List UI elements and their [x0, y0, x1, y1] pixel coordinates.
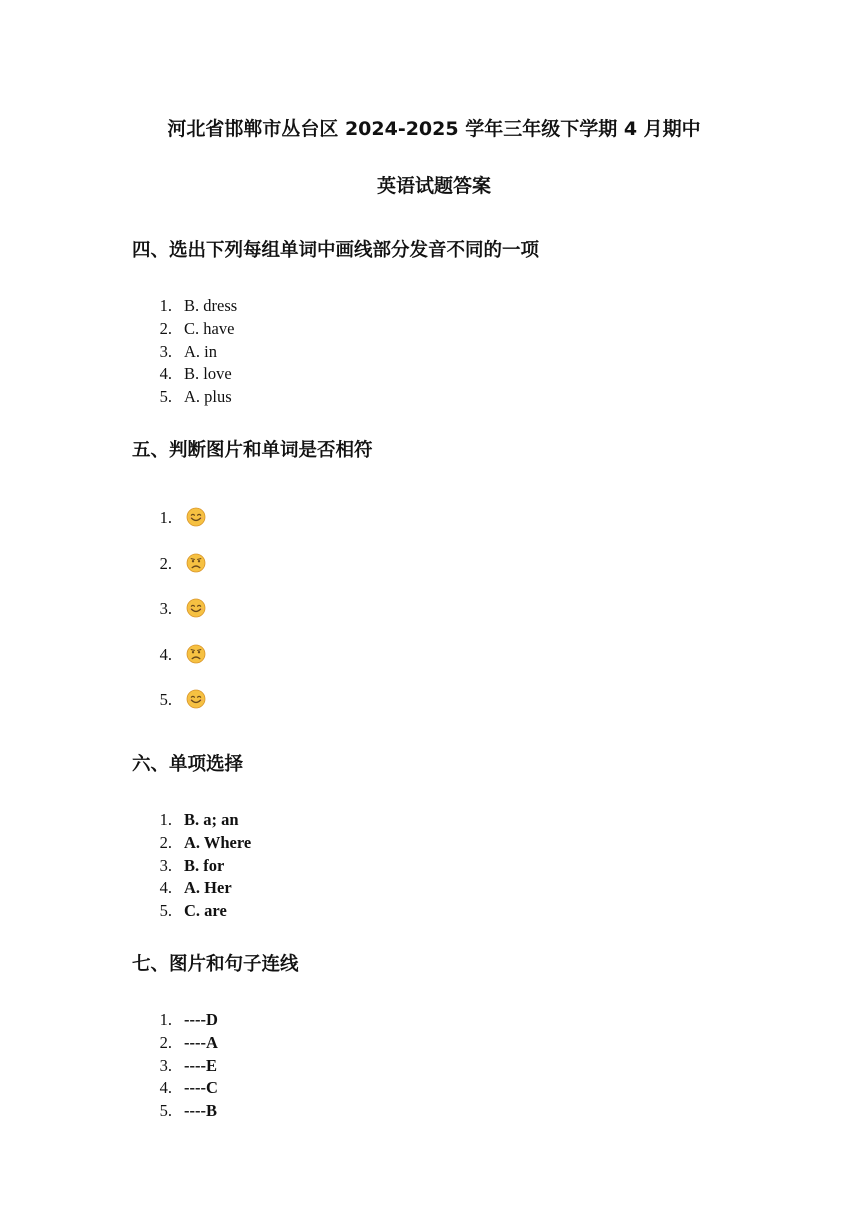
- item-number: 4.: [159, 644, 172, 664]
- answer-text: ----C: [184, 1078, 218, 1098]
- item-number: 5.: [159, 387, 172, 407]
- item-number: 4.: [159, 1078, 172, 1098]
- sad-face-icon: [186, 553, 206, 579]
- answer-text: ----B: [184, 1101, 217, 1121]
- item-number: 4.: [159, 878, 172, 898]
- answer-text: A. in: [184, 341, 217, 361]
- answer-text: ----E: [184, 1055, 217, 1075]
- smiley-face-icon: [186, 507, 206, 533]
- sad-face-icon: [186, 644, 206, 670]
- item-number: 5.: [159, 901, 172, 921]
- item-number: 4.: [159, 364, 172, 384]
- item-number: 1.: [159, 508, 172, 527]
- item-number: 3.: [159, 341, 172, 361]
- answer-text: C. have: [184, 318, 235, 338]
- answer-text: B. for: [184, 855, 225, 875]
- item-number: 2.: [159, 832, 172, 852]
- answer-text: A. Where: [184, 832, 252, 852]
- smiley-face-icon: [186, 598, 206, 624]
- item-number: 5.: [159, 1101, 172, 1121]
- document-subtitle: 英语试题答案: [376, 175, 491, 197]
- item-number: 2.: [159, 1032, 172, 1052]
- item-number: 1.: [159, 810, 172, 829]
- item-number: 1.: [159, 296, 172, 315]
- answer-text: C. are: [184, 901, 227, 921]
- answer-text: A. plus: [184, 387, 232, 407]
- answer-text: B. dress: [184, 296, 238, 315]
- item-number: 5.: [159, 690, 172, 709]
- answer-text: B. a; an: [184, 810, 239, 829]
- item-number: 3.: [159, 1055, 172, 1075]
- item-number: 3.: [159, 855, 172, 875]
- item-number: 3.: [159, 599, 172, 618]
- item-number: 2.: [159, 553, 172, 573]
- section-heading-multiple-choice: 六、单项选择: [132, 754, 244, 775]
- document-title: 河北省邯郸市丛台区 2024-2025 学年三年级下学期 4 月期中: [167, 118, 701, 140]
- item-number: 1.: [159, 1010, 172, 1029]
- section-heading-pronunciation: 四、选出下列每组单词中画线部分发音不同的一项: [132, 240, 540, 261]
- answer-text: ----A: [184, 1032, 218, 1052]
- section-heading-picture-match: 五、判断图片和单词是否相符: [132, 440, 373, 461]
- smiley-face-icon: [186, 689, 206, 715]
- answer-text: A. Her: [184, 878, 232, 898]
- section-heading-sentence-match: 七、图片和句子连线: [132, 954, 299, 975]
- answer-text: B. love: [184, 364, 232, 384]
- answer-text: ----D: [184, 1010, 218, 1029]
- item-number: 2.: [159, 318, 172, 338]
